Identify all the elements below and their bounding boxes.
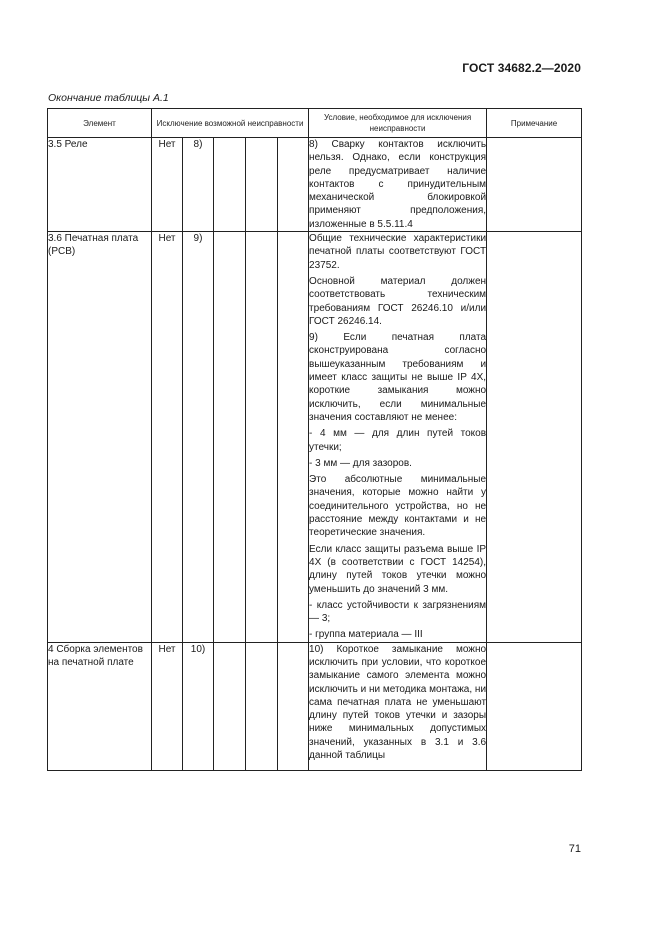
note-cell	[487, 138, 582, 232]
condition-paragraph: 8) Сварку контактов исключить нельзя. Однако, если конструкция реле предусматривает наличие контактов с принудительным механической блокировкой применяют предположения, изложенные в 5.5.11.4	[309, 139, 487, 230]
answer-cell: Нет	[152, 232, 183, 643]
answer-cell: Нет	[152, 138, 183, 232]
element-cell: 3.5 Реле	[48, 138, 152, 232]
table-row	[48, 642, 582, 770]
condition-list-item: - группа материала — III	[309, 629, 423, 641]
note-cell	[487, 232, 582, 643]
condition-paragraph: Основной материал должен соответствовать техническим требованиям ГОСТ 26246.10 и/или ГОСТ 26246.14.	[309, 275, 487, 327]
table-caption: Окончание таблицы А.1	[48, 92, 169, 104]
condition-cell	[309, 642, 487, 770]
page-number: 71	[568, 843, 581, 855]
condition-list-item: - класс устойчивости к загрязнениям — 3;	[309, 599, 487, 625]
condition-cell	[309, 138, 487, 232]
reference-cell: 9)	[183, 232, 214, 643]
table-row	[48, 138, 582, 232]
answer-cell: Нет	[152, 642, 183, 770]
column-header-element: Элемент	[48, 109, 152, 138]
reference-cell: 10)	[183, 642, 214, 770]
element-cell: 3.6 Печатная плата (PCB)	[48, 232, 152, 643]
table-row	[48, 232, 582, 643]
empty-cell	[278, 642, 309, 770]
note-cell	[487, 642, 582, 770]
condition-paragraph: Это абсолютные минимальные значения, которые можно найти у соединительного устройства, но не расстояние между контактами и не теоретические значения.	[309, 474, 487, 539]
column-header-exclusion: Исключение возможной неисправности	[152, 109, 309, 138]
condition-list-item: - 3 мм — для зазоров.	[309, 457, 412, 469]
condition-list-item: - 4 мм — для длин путей токов утечки;	[309, 428, 487, 453]
empty-cell	[214, 232, 246, 643]
empty-cell	[246, 642, 278, 770]
requirements-table	[47, 108, 582, 771]
document-code: ГОСТ 34682.2—2020	[462, 61, 581, 75]
condition-paragraph: Если класс защиты разъема выше IP 4X (в соответствии с ГОСТ 14254), длину путей токов утечки можно уменьшить до значений 3 мм.	[309, 543, 487, 595]
condition-cell	[309, 232, 487, 643]
empty-cell	[214, 642, 246, 770]
table-header-row	[48, 109, 582, 138]
column-header-condition: Условие, необходимое для исключения неисправности	[309, 109, 487, 138]
empty-cell	[278, 138, 309, 232]
condition-paragraph: Общие технические характеристики печатной платы соответствуют ГОСТ 23752.	[309, 233, 487, 271]
empty-cell	[214, 138, 246, 232]
reference-cell: 8)	[183, 138, 214, 232]
condition-paragraph: 9) Если печатная плата сконструирована согласно вышеуказанным требованиям и имеет класс защиты не выше IP 4X, короткие замыкания можно исключить, если минимальные значения составляют не менее:	[309, 332, 487, 423]
column-header-note: Примечание	[487, 109, 582, 138]
condition-paragraph: 10) Короткое замыкание можно исключить при условии, что короткое замыкание самого элемента можно исключить и ни методика монтажа, ни сама печатная плата не уменьшают длину путей токов утечки и зазоры ниже минимальных допустимых значений, указанных в 3.1 и 3.6 данной таблицы	[309, 643, 487, 762]
element-cell: 4 Сборка элементов на печатной плате	[48, 642, 152, 770]
empty-cell	[246, 138, 278, 232]
empty-cell	[278, 232, 309, 643]
empty-cell	[246, 232, 278, 643]
